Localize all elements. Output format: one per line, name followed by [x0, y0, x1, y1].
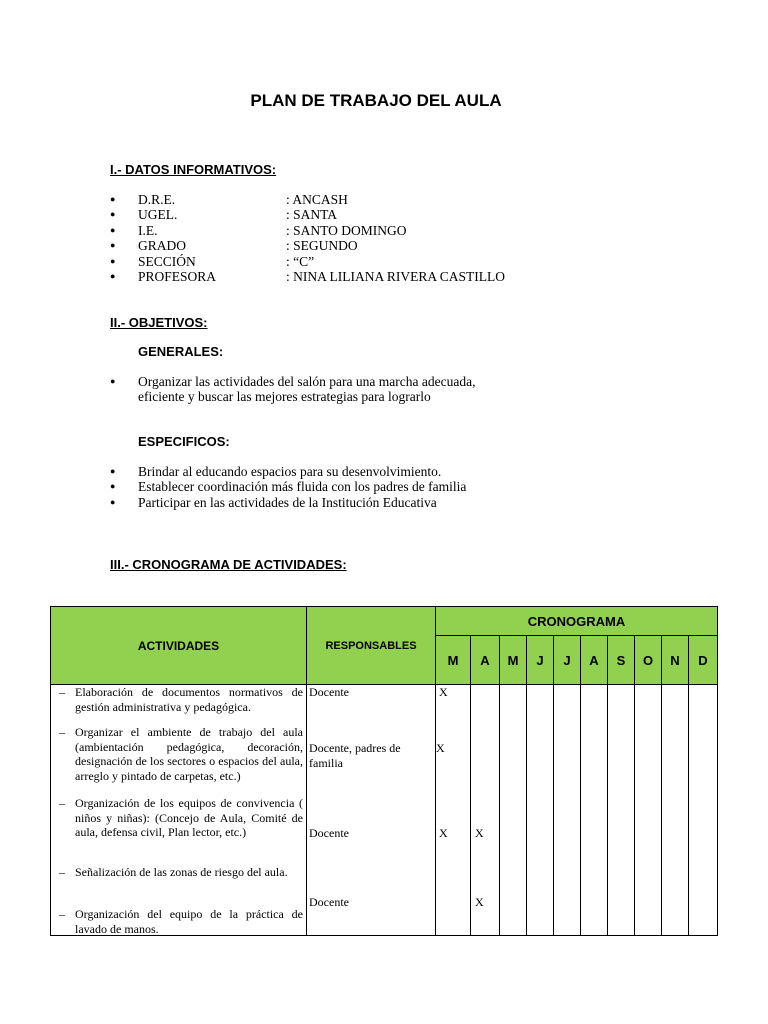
bullet-icon: ●: [110, 270, 116, 281]
datos-label: PROFESORA: [138, 268, 217, 284]
x-mark: X: [436, 741, 445, 755]
month-cell: [662, 685, 689, 936]
datos-item: [110, 207, 505, 222]
objetivo-text: Participar en las actividades de la Institución Educativa: [138, 494, 437, 510]
activity-item: [59, 796, 303, 840]
month-cell-m: [436, 685, 471, 936]
datos-label: SECCIÓN: [138, 253, 196, 269]
dash-icon: –: [59, 796, 65, 810]
datos-item: [110, 238, 505, 253]
month-header: D: [689, 636, 718, 685]
x-mark: X: [475, 895, 484, 909]
month-cell: [635, 685, 662, 936]
document-title: PLAN DE TRABAJO DEL AULA: [250, 91, 502, 110]
list-item: [110, 479, 570, 494]
bullet-icon: ●: [110, 255, 116, 266]
section-cronograma-heading: III.- CRONOGRAMA DE ACTIVIDADES:: [110, 557, 347, 572]
responsable-text: Docente: [309, 685, 349, 699]
x-mark: X: [439, 685, 448, 699]
datos-item: [110, 192, 505, 207]
month-header: J: [554, 636, 581, 685]
month-cell: [608, 685, 635, 936]
bullet-icon: ●: [110, 194, 116, 204]
activity-item: [59, 907, 303, 936]
month-header: J: [527, 636, 554, 685]
month-cell: [554, 685, 581, 936]
responsable-text: Docente, padres de familia: [309, 741, 401, 770]
datos-value: : “C”: [286, 253, 315, 269]
month-header: S: [608, 636, 635, 685]
datos-label: GRADO: [138, 238, 187, 254]
especificos-list: [110, 464, 570, 510]
list-item: [110, 464, 570, 479]
month-header: M: [500, 636, 527, 685]
dash-icon: –: [59, 685, 65, 699]
month-header: O: [635, 636, 662, 685]
dash-icon: –: [59, 725, 65, 739]
activity-text: Organizar el ambiente de trabajo del aula (ambientación pedagógica, decoración, designación de los sectores o espacios del aula, arreglo y pintado de carpetas, etc.): [75, 725, 303, 783]
x-mark: X: [439, 826, 448, 840]
datos-label: I.E.: [138, 222, 158, 238]
datos-label: D.R.E.: [138, 192, 176, 207]
activity-text: Organización del equipo de la práctica de lavado de manos.: [75, 907, 303, 936]
month-header: N: [662, 636, 689, 685]
bullet-icon: ●: [110, 224, 116, 235]
bullet-icon: ●: [110, 209, 116, 220]
responsable-text: Docente: [309, 895, 349, 909]
responsable-text: Docente: [309, 826, 349, 840]
datos-item: [110, 269, 505, 284]
header-responsables: RESPONSABLES: [307, 607, 436, 685]
activity-item: [59, 685, 303, 714]
especificos-heading: ESPECIFICOS:: [138, 434, 230, 449]
bullet-icon: ●: [110, 466, 116, 476]
month-header: A: [581, 636, 608, 685]
datos-label: UGEL.: [138, 207, 178, 223]
responsables-cell: [307, 685, 436, 936]
header-actividades: ACTIVIDADES: [51, 607, 307, 685]
section-datos-heading: I.- DATOS INFORMATIVOS:: [110, 162, 277, 177]
activity-item: [59, 865, 303, 880]
activity-text: Señalización de las zonas de riesgo del aula.: [75, 865, 288, 879]
datos-value: : SEGUNDO: [286, 238, 358, 254]
bullet-icon: ●: [110, 376, 116, 386]
activity-item: [59, 725, 303, 783]
bullet-icon: ●: [110, 481, 116, 492]
month-cell: [500, 685, 527, 936]
month-cell-a: [471, 685, 500, 936]
header-cronograma: CRONOGRAMA: [436, 607, 718, 636]
datos-value: : NINA LILIANA RIVERA CASTILLO: [286, 268, 505, 284]
x-mark: X: [475, 826, 484, 840]
list-item: [110, 495, 570, 510]
dash-icon: –: [59, 907, 65, 921]
datos-list: [110, 192, 505, 284]
dash-icon: –: [59, 865, 65, 879]
bullet-icon: ●: [110, 240, 116, 251]
bullet-icon: ●: [110, 496, 116, 507]
month-cell: [689, 685, 718, 936]
month-header: M: [436, 636, 471, 685]
datos-value: : ANCASH: [286, 192, 348, 207]
table-header-row: [51, 607, 718, 636]
section-objetivos-heading: II.- OBJETIVOS:: [110, 315, 208, 330]
datos-item: [110, 254, 505, 269]
activities-cell: [51, 685, 307, 936]
activity-text: Elaboración de documentos normativos de gestión administrativa y pedagógica.: [75, 685, 303, 714]
table-row: [51, 685, 718, 936]
generales-heading: GENERALES:: [138, 344, 224, 359]
datos-item: [110, 223, 505, 238]
month-header: A: [471, 636, 500, 685]
cronograma-table: [50, 606, 718, 936]
list-item: [110, 374, 510, 405]
month-cell: [581, 685, 608, 936]
generales-list: [110, 374, 510, 405]
month-cell: [527, 685, 554, 936]
datos-value: : SANTA: [286, 207, 338, 223]
datos-value: : SANTO DOMINGO: [286, 222, 407, 238]
objetivo-text: Establecer coordinación más fluida con los padres de familia: [138, 479, 467, 495]
objetivo-text: Organizar las actividades del salón para una marcha adecuada, eficiente y buscar las mejores estrategias para lograrlo: [138, 374, 476, 405]
objetivo-text: Brindar al educando espacios para su desenvolvimiento.: [138, 464, 442, 479]
activity-text: Organización de los equipos de convivencia ( niños y niñas): (Concejo de Aula, Comité de aula, defensa civil, Plan lector, etc.): [75, 796, 303, 840]
